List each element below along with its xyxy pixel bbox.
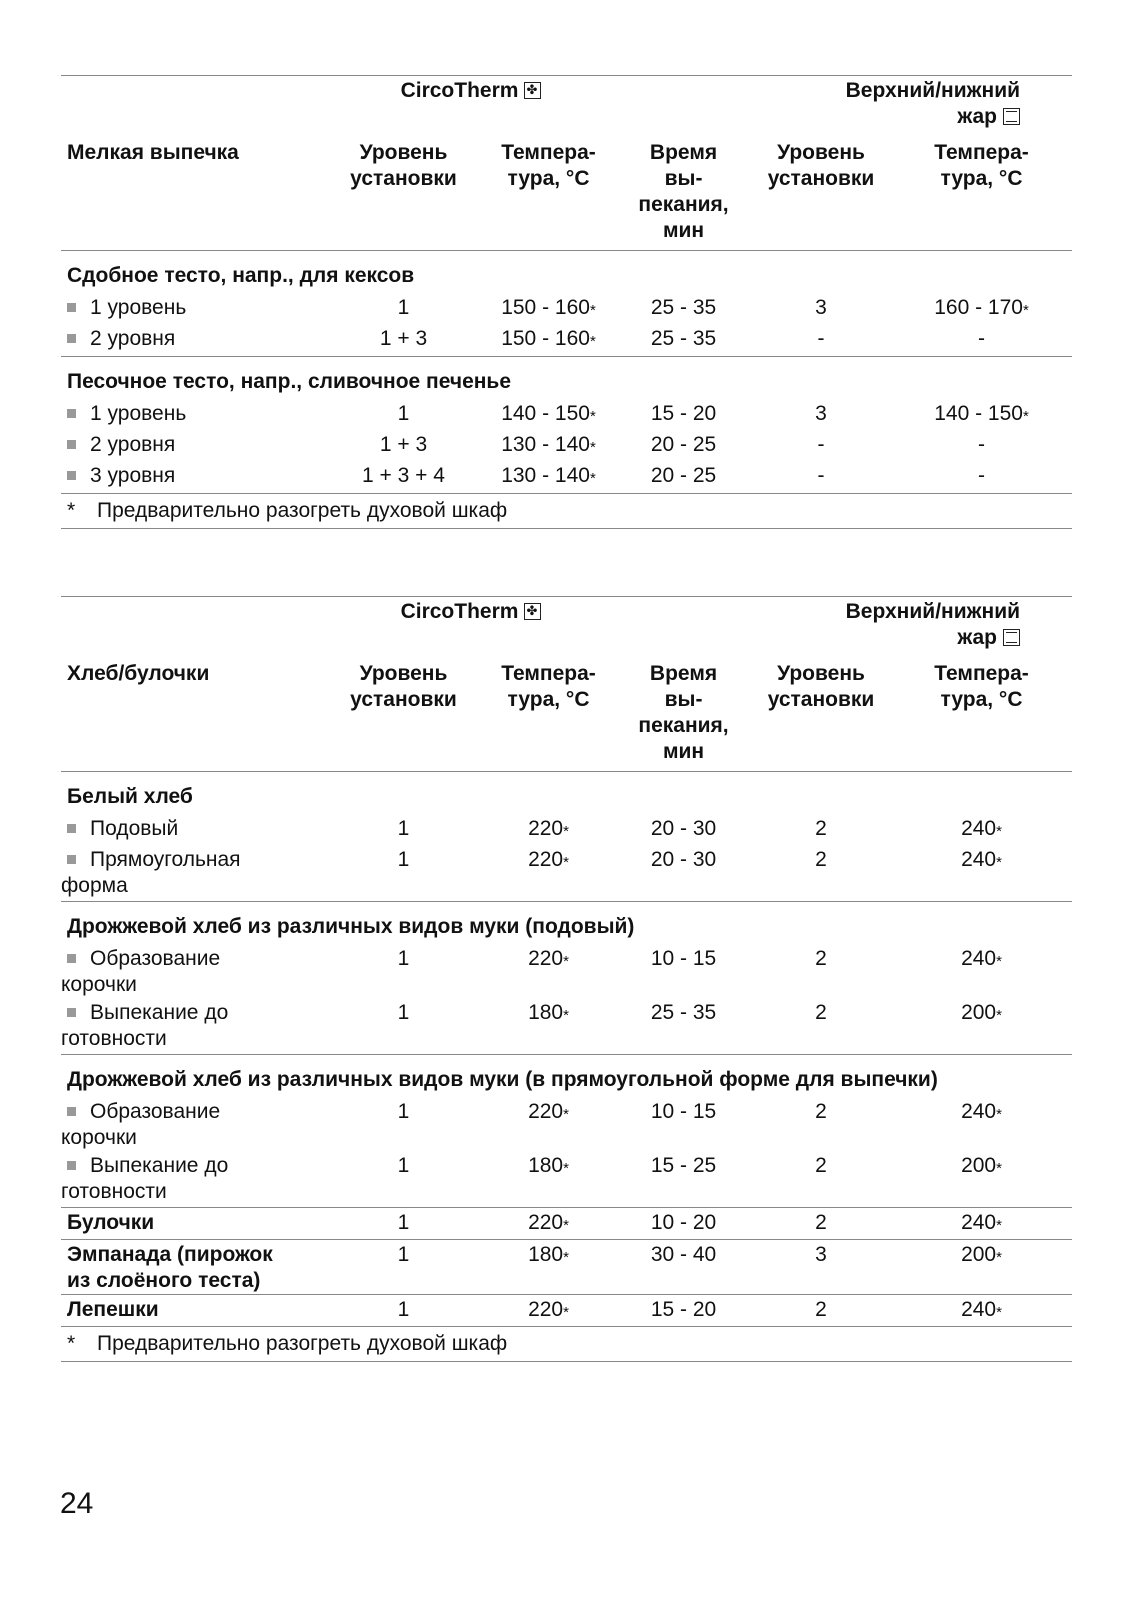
table-row: 3 уровня 1 + 3 + 4 130 - 140* 20 - 25 - - [61, 461, 1072, 494]
table-row: Выпекание до готовности 1 180* 25 - 35 2 200* [61, 998, 1072, 1055]
table-row: 1 уровень 1 150 - 160* 25 - 35 3 160 - 170* [61, 293, 1072, 324]
fan-icon [524, 82, 541, 99]
fan-icon [524, 603, 541, 620]
mode-top-bottom-heat-header: Верхний/нижний жар [751, 76, 1072, 131]
table-row: Эмпанада (пирожок из слоёного теста) 1 180* 30 - 40 3 200* [61, 1240, 1072, 1295]
mode-top-bottom-heat-header: Верхний/нижний жар [751, 597, 1072, 652]
top-bottom-heat-icon [1003, 629, 1020, 646]
table-row: Выпекание до готовности 1 180* 15 - 25 2 200* [61, 1151, 1072, 1208]
bullet-icon [67, 1107, 76, 1116]
column-header-temperature: Темпера- тура, °C [481, 651, 616, 772]
page-number: 24 [60, 1487, 94, 1520]
small-pastry-table [61, 75, 1072, 529]
bullet-icon [67, 954, 76, 963]
section-title: Песочное тесто, напр., сливочное печенье [67, 370, 512, 393]
table-row: Образование корочки 1 220* 10 - 15 2 240* [61, 947, 1002, 996]
column-header-level-2: Уровень установки [751, 130, 891, 251]
table-row: Лепешки 1 220* 15 - 20 2 240* [61, 1295, 1072, 1327]
bullet-icon [67, 1008, 76, 1017]
mode-circotherm-header: CircoTherm✤ [326, 76, 616, 131]
section-title: Белый хлеб [67, 785, 193, 808]
footnote: * Предварительно разогреть духовой шкаф [61, 1327, 1072, 1362]
table-row: 1 уровень 1 140 - 150* 15 - 20 3 140 - 150* [61, 399, 1072, 430]
table-row: 2 уровня 1 + 3 130 - 140* 20 - 25 - - [61, 430, 1072, 461]
table-row: 2 уровня 1 + 3 150 - 160* 25 - 35 - - [61, 324, 1072, 357]
column-header-temperature-2: Темпера- тура, °C [891, 651, 1072, 772]
section-title: Сдобное тесто, напр., для кексов [67, 264, 415, 287]
table-row: Булочки 1 220* 10 - 20 2 240* [61, 1208, 1072, 1240]
bullet-icon [67, 440, 76, 449]
table-row: Прямоугольная форма 1 220* 20 - 30 2 240* [61, 845, 1072, 902]
top-bottom-heat-icon [1003, 108, 1020, 125]
bullet-icon [67, 471, 76, 480]
bullet-icon [67, 824, 76, 833]
column-header-category: Хлеб/булочки [61, 651, 326, 772]
mode-circotherm-header: CircoTherm✤ [326, 597, 616, 652]
footnote: * Предварительно разогреть духовой шкаф [61, 494, 1072, 529]
bread-table [61, 596, 1072, 1362]
section-title: Дрожжевой хлеб из различных видов муки (в прямоугольной форме для выпечки) [67, 1068, 938, 1091]
bullet-icon [67, 855, 76, 864]
column-header-level-2: Уровень установки [751, 651, 891, 772]
column-header-time: Время вы- пекания, мин [616, 651, 751, 772]
table-row: Образование корочки 1 220* 10 - 15 2 240* [61, 1100, 1002, 1149]
section-title: Дрожжевой хлеб из различных видов муки (подовый) [67, 915, 635, 938]
column-header-temperature-2: Темпера- тура, °C [891, 130, 1072, 251]
table-row: Подовый 1 220* 20 - 30 2 240* [61, 814, 1072, 845]
bullet-icon [67, 1161, 76, 1170]
column-header-level: Уровень установки [326, 130, 481, 251]
column-header-level: Уровень установки [326, 651, 481, 772]
bullet-icon [67, 409, 76, 418]
bullet-icon [67, 334, 76, 343]
bullet-icon [67, 303, 76, 312]
column-header-category: Мелкая выпечка [61, 130, 326, 251]
column-header-temperature: Темпера- тура, °C [481, 130, 616, 251]
column-header-time: Время вы- пекания, мин [616, 130, 751, 251]
